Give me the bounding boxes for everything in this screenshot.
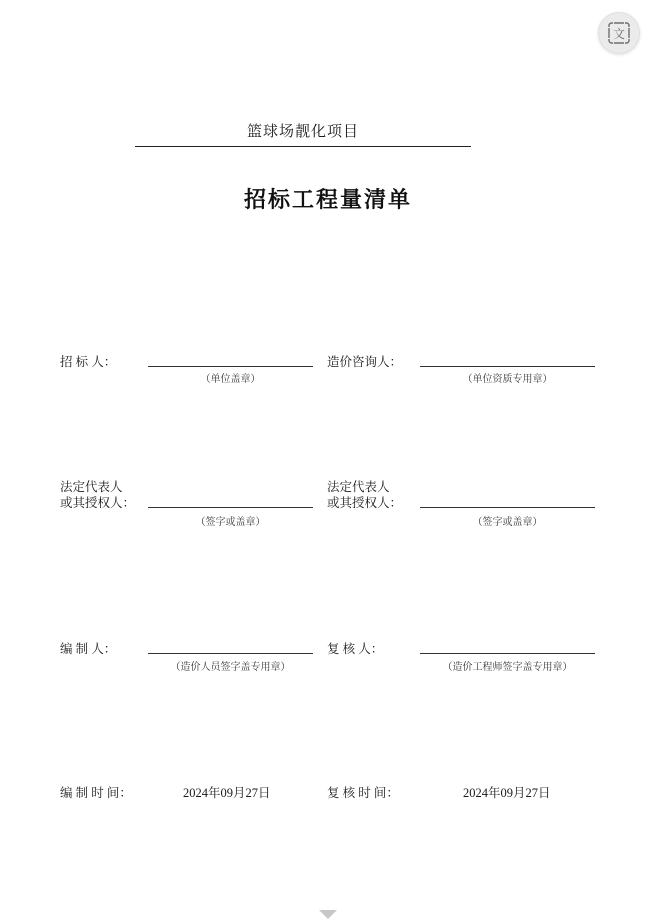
legal-rep-right-label-line2: 或其授权人： <box>327 496 403 510</box>
cost-consultant-note: （单位资质专用章） <box>462 374 553 385</box>
legal-rep-right-note: （签字或盖章） <box>472 517 543 528</box>
review-time-label: 复 核 时 间： <box>327 786 399 800</box>
compile-time-value: 2024年09月27日 <box>183 786 271 800</box>
translate-button[interactable] <box>598 12 640 54</box>
translate-icon <box>606 20 632 46</box>
legal-rep-left-note: （签字或盖章） <box>195 517 266 528</box>
compiler-label: 编 制 人： <box>60 642 117 656</box>
project-name-field <box>135 120 471 147</box>
cost-consultant-label: 造价咨询人： <box>327 355 403 369</box>
legal-rep-right-label-line1: 法定代表人 <box>327 480 390 494</box>
compiler-note: （造价人员签字盖专用章） <box>170 662 291 673</box>
scroll-down-indicator[interactable] <box>0 910 656 919</box>
tenderer-label: 招 标 人： <box>60 355 117 369</box>
reviewer-note: （造价工程师签字盖专用章） <box>442 662 573 673</box>
chevron-down-icon <box>319 910 337 919</box>
document-title: 招标工程量清单 <box>243 187 412 212</box>
project-name-text: 篮球场靓化项目 <box>246 124 359 140</box>
svg-text:文: 文 <box>612 27 626 42</box>
cost-consultant-signature-line[interactable] <box>420 366 595 367</box>
reviewer-signature-line[interactable] <box>420 653 595 654</box>
legal-rep-left-label-line2: 或其授权人： <box>60 496 136 510</box>
compile-time-label: 编 制 时 间： <box>60 786 132 800</box>
legal-rep-right-signature-line[interactable] <box>420 507 595 508</box>
tenderer-note: （单位盖章） <box>200 374 261 385</box>
legal-rep-left-label-line1: 法定代表人 <box>60 480 123 494</box>
compiler-signature-line[interactable] <box>148 653 313 654</box>
tenderer-signature-line[interactable] <box>148 366 313 367</box>
legal-rep-left-signature-line[interactable] <box>148 507 313 508</box>
reviewer-label: 复 核 人： <box>327 642 384 656</box>
review-time-value: 2024年09月27日 <box>463 786 551 800</box>
